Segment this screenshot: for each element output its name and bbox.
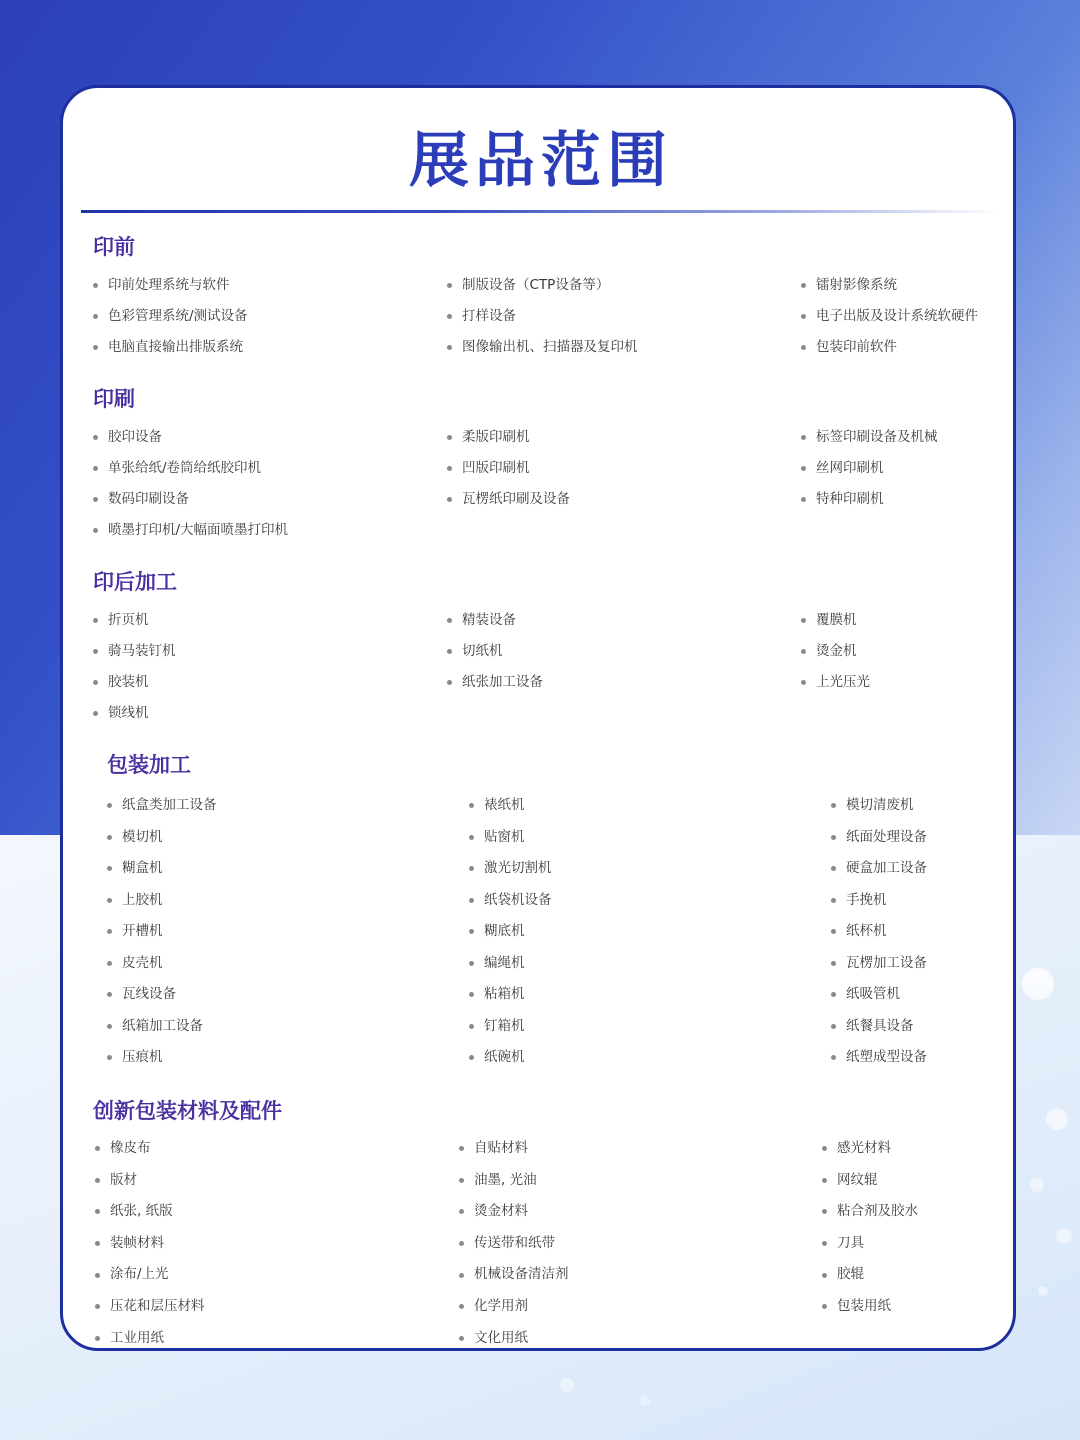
section-column	[822, 1133, 918, 1323]
section-column	[801, 270, 978, 363]
list-item: 瓦楞纸印刷及设备	[447, 484, 570, 515]
section-column	[93, 605, 176, 729]
title-divider	[81, 210, 1001, 213]
list-item: 文化用纸	[459, 1323, 569, 1351]
section-column	[831, 790, 927, 1074]
list-item: 胶印设备	[93, 422, 288, 453]
decor-dot	[1022, 968, 1054, 1000]
list-item: 油墨, 光油	[459, 1165, 569, 1197]
section-column	[107, 790, 217, 1074]
section-column	[801, 605, 870, 698]
list-item: 工业用纸	[95, 1323, 205, 1351]
section-column	[801, 422, 938, 515]
list-item: 压花和层压材料	[95, 1291, 205, 1323]
section-column	[469, 790, 552, 1074]
list-item: 丝网印刷机	[801, 453, 938, 484]
section-heading: 印前	[93, 235, 135, 259]
list-item: 钉箱机	[469, 1011, 552, 1043]
list-item: 自贴材料	[459, 1133, 569, 1165]
list-item: 电脑直接输出排版系统	[93, 332, 248, 363]
list-item: 模切清废机	[831, 790, 927, 822]
list-item: 贴窗机	[469, 822, 552, 854]
list-item: 制版设备（CTP设备等）	[447, 270, 638, 301]
list-item: 覆膜机	[801, 605, 870, 636]
list-item: 开槽机	[107, 916, 217, 948]
list-item: 手挽机	[831, 885, 927, 917]
decor-dot	[1056, 1228, 1072, 1244]
list-item: 裱纸机	[469, 790, 552, 822]
list-item: 切纸机	[447, 636, 543, 667]
exhibit-scope-card	[60, 85, 1016, 1351]
list-item: 纸箱加工设备	[107, 1011, 217, 1043]
list-item: 精装设备	[447, 605, 543, 636]
decor-dot	[640, 1396, 650, 1406]
decor-dot	[1030, 1178, 1044, 1192]
list-item: 特种印刷机	[801, 484, 938, 515]
list-item: 糊底机	[469, 916, 552, 948]
list-item: 装帧材料	[95, 1228, 205, 1260]
section-column	[447, 605, 543, 698]
list-item: 化学用剂	[459, 1291, 569, 1323]
list-item: 单张给纸/卷筒给纸胶印机	[93, 453, 288, 484]
list-item: 纸碗机	[469, 1042, 552, 1074]
list-item: 编绳机	[469, 948, 552, 980]
list-item: 柔版印刷机	[447, 422, 570, 453]
list-item: 纸张, 纸版	[95, 1196, 205, 1228]
list-item: 皮壳机	[107, 948, 217, 980]
list-item: 胶装机	[93, 667, 176, 698]
list-item: 打样设备	[447, 301, 638, 332]
list-item: 烫金机	[801, 636, 870, 667]
list-item: 激光切割机	[469, 853, 552, 885]
list-item: 数码印刷设备	[93, 484, 288, 515]
section-heading: 包装加工	[107, 753, 191, 777]
section-heading: 印后加工	[93, 570, 177, 594]
list-item: 纸塑成型设备	[831, 1042, 927, 1074]
list-item: 色彩管理系统/测试设备	[93, 301, 248, 332]
list-item: 包装印前软件	[801, 332, 978, 363]
list-item: 纸袋机设备	[469, 885, 552, 917]
section-column	[93, 270, 248, 363]
list-item: 感光材料	[822, 1133, 918, 1165]
list-item: 上光压光	[801, 667, 870, 698]
list-item: 刀具	[822, 1228, 918, 1260]
list-item: 纸餐具设备	[831, 1011, 927, 1043]
list-item: 传送带和纸带	[459, 1228, 569, 1260]
list-item: 粘箱机	[469, 979, 552, 1011]
list-item: 压痕机	[107, 1042, 217, 1074]
list-item: 网纹辊	[822, 1165, 918, 1197]
list-item: 橡皮布	[95, 1133, 205, 1165]
list-item: 纸杯机	[831, 916, 927, 948]
list-item: 折页机	[93, 605, 176, 636]
list-item: 纸盒类加工设备	[107, 790, 217, 822]
decor-dot	[1038, 1286, 1048, 1296]
section-column	[93, 422, 288, 546]
list-item: 喷墨打印机/大幅面喷墨打印机	[93, 515, 288, 546]
list-item: 纸吸管机	[831, 979, 927, 1011]
section-column	[95, 1133, 205, 1351]
decor-dot	[560, 1378, 574, 1392]
list-item: 机械设备清洁剂	[459, 1259, 569, 1291]
list-item: 涂布/上光	[95, 1259, 205, 1291]
section-heading: 创新包装材料及配件	[93, 1099, 282, 1123]
list-item: 凹版印刷机	[447, 453, 570, 484]
list-item: 标签印刷设备及机械	[801, 422, 938, 453]
list-item: 糊盒机	[107, 853, 217, 885]
list-item: 粘合剂及胶水	[822, 1196, 918, 1228]
list-item: 骑马装钉机	[93, 636, 176, 667]
list-item: 胶辊	[822, 1259, 918, 1291]
list-item: 印前处理系统与软件	[93, 270, 248, 301]
list-item: 烫金材料	[459, 1196, 569, 1228]
section-column	[459, 1133, 569, 1351]
list-item: 瓦线设备	[107, 979, 217, 1011]
list-item: 硬盒加工设备	[831, 853, 927, 885]
section-column	[447, 422, 570, 515]
list-item: 瓦楞加工设备	[831, 948, 927, 980]
list-item: 版材	[95, 1165, 205, 1197]
section-heading: 印刷	[93, 387, 135, 411]
decor-dot	[1046, 1108, 1068, 1130]
list-item: 纸面处理设备	[831, 822, 927, 854]
list-item: 模切机	[107, 822, 217, 854]
list-item: 包装用纸	[822, 1291, 918, 1323]
list-item: 图像输出机、扫描器及复印机	[447, 332, 638, 363]
list-item: 上胶机	[107, 885, 217, 917]
list-item: 电子出版及设计系统软硬件	[801, 301, 978, 332]
list-item: 锁线机	[93, 698, 176, 729]
page-title: 展品范围	[409, 126, 673, 196]
section-column	[447, 270, 638, 363]
list-item: 镭射影像系统	[801, 270, 978, 301]
list-item: 纸张加工设备	[447, 667, 543, 698]
